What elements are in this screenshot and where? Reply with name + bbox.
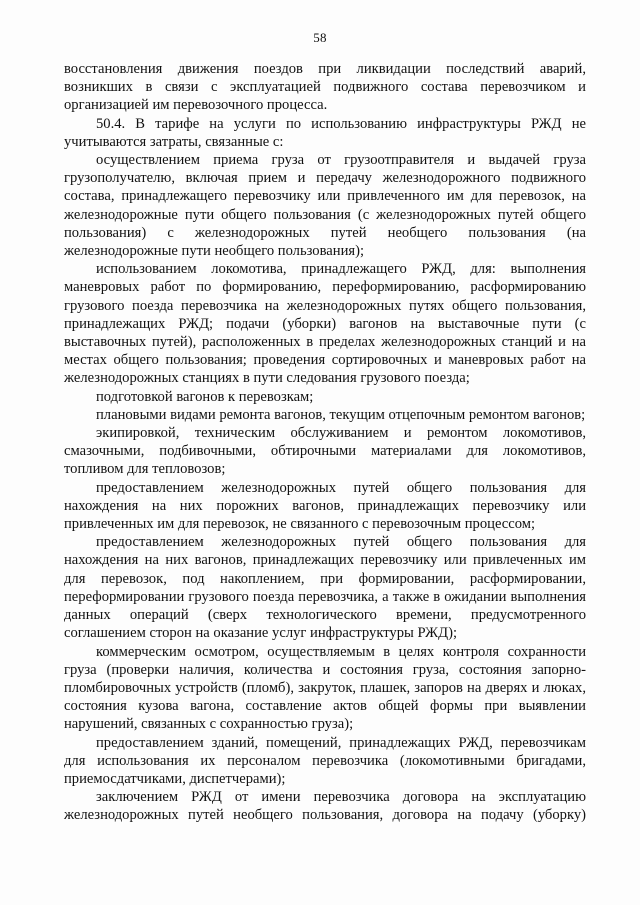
paragraph-item-cargo-reception: осуществлением приема груза от грузоотправителя и выдачей груза грузополучателю, включая прием и передачу железнодорожного подвижного состава, принадлежащего перевозчику или привлеченного им для перевозок, на железнодорожные пути общего пользования (с железнодорожных путей общего пользования) с железнодорожных путей необщего пользования (на железнодорожные пути необщего пользования); [64,152,586,260]
paragraph-item-wagon-preparation: подготовкой вагонов к перевозкам; [96,388,314,405]
document-body [64,60,586,825]
paragraph-item-premises: предоставлением зданий, помещений, принадлежащих РЖД, перевозчикам для использования их персоналом перевозчика (локомотивными бригадами, приемосдатчиками, диспетчерами); [64,734,586,787]
paragraph-item-contract: заключением РЖД от имени перевозчика договора на эксплуатацию железнодорожных путей необщего пользования, договора на подачу (уборку) [64,789,586,824]
paragraph-item-locomotive-servicing: экипировкой, техническим обслуживанием и ремонтом локомотивов, смазочными, подбивочными, обтирочными материалами для локомотивов, топливом для тепловозов; [64,425,586,478]
page-number: 58 [313,30,327,45]
paragraph-continuation: восстановления движения поездов при ликвидации последствий аварий, возникших в связи с эксплуатацией подвижного состава перевозчиком и организацией им перевозочного процесса. [64,61,586,114]
paragraph-item-empty-wagons-tracks: предоставлением железнодорожных путей общего пользования для нахождения на них порожних вагонов, принадлежащих перевозчику или привлеченных им для перевозок, не связанного с перевозочным процессом; [64,479,586,533]
paragraph-clause-50-4: 50.4. В тарифе на услуги по использованию инфраструктуры РЖД не учитываются затраты, связанные с: [64,115,586,150]
paragraph-item-wagons-accumulation: предоставлением железнодорожных путей общего пользования для нахождения на них вагонов, принадлежащих перевозчику или привлеченных им для перевозок, под накоплением, при формировании, расформировании, переформировании грузового поезда перевозчика, а также в ожидании выполнения данных операций (сверх технологического времени, предусмотренного соглашением сторон на оказание услуг инфраструктуры РЖД); [64,534,586,642]
paragraph-item-wagon-repair: плановыми видами ремонта вагонов, текущим отцепочным ремонтом вагонов; [96,406,586,423]
paragraph-item-locomotive-use: использованием локомотива, принадлежащего РЖД, для: выполнения маневровых работ по формированию, переформированию, расформированию грузового поезда перевозчика на железнодорожных путях общего пользования, принадлежащих РЖД; подачи (уборки) вагонов на выставочные пути (с выставочных путей), расположенных в пределах железнодорожных станций и на местах общего пользования; проведения сортировочных и маневровых работ на железнодорожных станциях в пути следования грузового поезда; [64,261,586,387]
paragraph-item-commercial-inspection: коммерческим осмотром, осуществляемым в целях контроля сохранности груза (проверки наличия, количества и состояния груза, состояния запорно-пломбировочных устройств (пломб), закруток, плашек, запоров на дверях и люках, состояния кузова вагона, составление актов общей формы при выявлении нарушений, связанных с сохранностью груза); [64,643,586,733]
